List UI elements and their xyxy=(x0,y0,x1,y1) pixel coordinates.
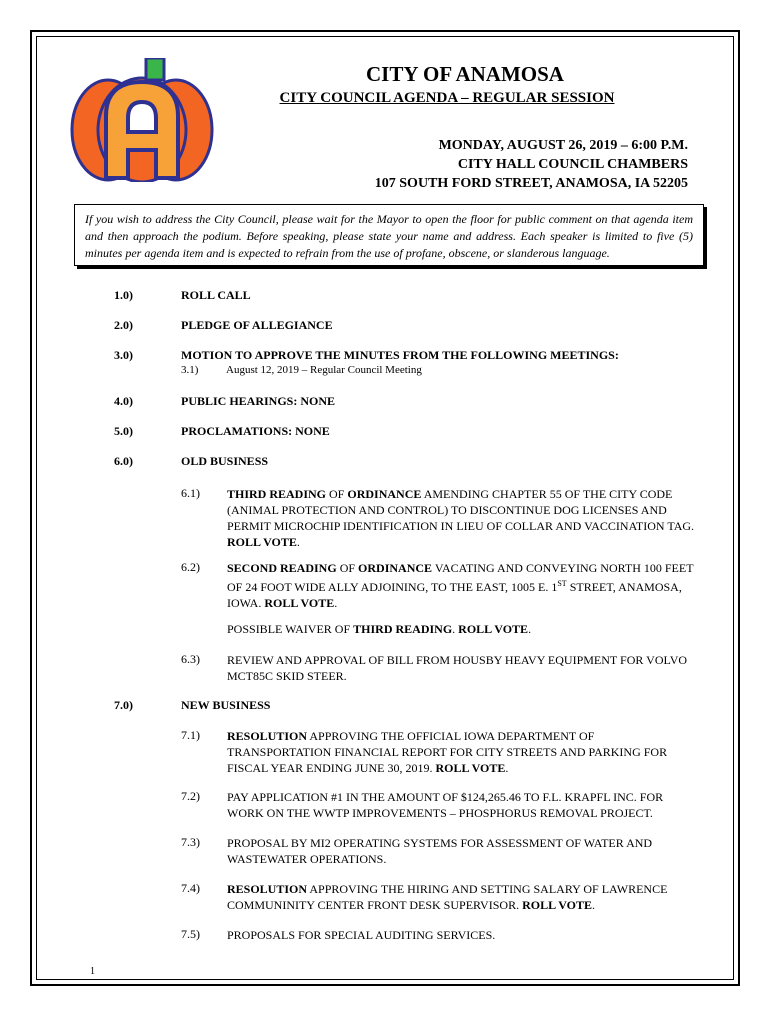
text: . xyxy=(452,622,459,636)
text: . xyxy=(296,535,300,549)
subitem-housby-bill: REVIEW AND APPROVAL OF BILL FROM HOUSBY HEAVY EQUIPMENT FOR VOLVO MCT85C SKID STEER. xyxy=(227,653,688,683)
subitem-number: 6.1) xyxy=(181,486,200,500)
subitem-number: 7.1) xyxy=(181,728,200,742)
item-approve-minutes: MOTION TO APPROVE THE MINUTES FROM THE FOLLOWING MEETINGS: xyxy=(181,348,619,362)
item-number: 6.0) xyxy=(114,454,133,468)
bold-text: ROLL VOTE xyxy=(264,596,335,610)
bold-text: RESOLUTION xyxy=(227,729,308,743)
bold-text: THIRD READING xyxy=(227,487,327,501)
text: OF xyxy=(326,487,348,501)
page-number: 1 xyxy=(90,966,95,977)
meeting-location: CITY HALL COUNCIL CHAMBERS xyxy=(457,157,688,172)
subitem-number: 7.3) xyxy=(181,835,200,849)
subitem-number: 3.1) xyxy=(181,364,199,376)
bold-text: ROLL VOTE xyxy=(458,622,529,636)
subitem-possible-waiver xyxy=(227,621,697,637)
text: . xyxy=(505,761,509,775)
item-proclamations: PROCLAMATIONS: NONE xyxy=(181,424,330,438)
agenda-title: CITY COUNCIL AGENDA – REGULAR SESSION xyxy=(279,90,615,106)
meeting-address: 107 SOUTH FORD STREET, ANAMOSA, IA 52205 xyxy=(374,176,688,191)
item-number: 3.0) xyxy=(114,348,133,362)
text: APPROVING THE HIRING AND SETTING SALARY OF LAWRENCE COMMUNINITY CENTER FRONT DESK SUPERVISOR. xyxy=(227,882,668,912)
pumpkin-logo-icon xyxy=(66,58,218,182)
text: . xyxy=(334,596,338,610)
bold-text: ORDINANCE xyxy=(358,561,433,575)
item-roll-call: ROLL CALL xyxy=(181,288,251,302)
item-old-business: OLD BUSINESS xyxy=(181,454,269,468)
item-number: 1.0) xyxy=(114,288,133,302)
subitem-auditing-proposals: PROPOSALS FOR SPECIAL AUDITING SERVICES. xyxy=(227,928,496,942)
bold-text: ROLL VOTE xyxy=(435,761,506,775)
meeting-info xyxy=(375,136,688,193)
item-number: 7.0) xyxy=(114,698,133,712)
subitem-number: 6.3) xyxy=(181,652,200,666)
subitem-mi2-proposal: PROPOSAL BY MI2 OPERATING SYSTEMS FOR ASSESSMENT OF WATER AND WASTEWATER OPERATIONS. xyxy=(227,836,653,866)
text: POSSIBLE WAIVER OF xyxy=(227,622,354,636)
text: VACATING AND CONVEYING NORTH 100 FEET OF 24 FOOT WIDE ALLY ADJOINING, TO THE EAST, 1005 E. 1 xyxy=(227,561,694,594)
item-pledge: PLEDGE OF ALLEGIANCE xyxy=(181,318,333,332)
subitem-number: 6.2) xyxy=(181,560,200,574)
bold-text: ORDINANCE xyxy=(347,487,422,501)
item-public-hearings: PUBLIC HEARINGS: NONE xyxy=(181,394,336,408)
bold-text: ROLL VOTE xyxy=(522,898,592,912)
subitem-ordinance-chapter-55 xyxy=(227,486,697,550)
text: APPROVING THE OFFICIAL IOWA DEPARTMENT OF TRANSPORTATION FINANCIAL REPORT FOR CITY STREETS AND PARKING FOR FISCAL YEAR ENDING JUNE 30, 2019. xyxy=(227,729,668,775)
subitem-iowa-dot-report xyxy=(227,728,697,776)
superscript: ST xyxy=(557,579,567,588)
subitem-pay-application: PAY APPLICATION #1 IN THE AMOUNT OF $124,265.46 TO F.L. KRAPFL INC. FOR WORK ON THE WWTP IMPROVEMENTS – PHOSPHORUS REMOVAL PROJECT. xyxy=(227,790,664,820)
item-new-business: NEW BUSINESS xyxy=(181,698,271,712)
item-number: 2.0) xyxy=(114,318,133,332)
subitem-number: 7.2) xyxy=(181,789,200,803)
subitem-minutes-date: August 12, 2019 – Regular Council Meeting xyxy=(226,364,422,376)
subitem-number: 7.4) xyxy=(181,881,200,895)
text: . xyxy=(591,898,595,912)
text: OF xyxy=(336,561,359,575)
public-comment-notice: If you wish to address the City Council, please wait for the Mayor to open the floor for public comment on that agenda item and then approach the podium. Before speaking, please state your name and address. Each speaker is limited to five (5) minutes per agenda item and is expected to refrain from the use of profane, obscene, or slanderous language. xyxy=(74,204,704,266)
bold-text: THIRD READING xyxy=(353,622,453,636)
text: . xyxy=(528,622,532,636)
text: STREET, ANAMOSA, IOWA. xyxy=(227,580,682,610)
meeting-date-time: MONDAY, AUGUST 26, 2019 – 6:00 P.M. xyxy=(438,138,688,153)
item-number: 4.0) xyxy=(114,394,133,408)
item-number: 5.0) xyxy=(114,424,133,438)
subitem-hiring-resolution xyxy=(227,881,697,913)
subitem-ordinance-vacating xyxy=(227,560,697,611)
subitem-number: 7.5) xyxy=(181,927,200,941)
bold-text: RESOLUTION xyxy=(227,882,308,896)
city-title: CITY OF ANAMOSA xyxy=(366,62,564,86)
bold-text: SECOND READING xyxy=(227,561,337,575)
bold-text: ROLL VOTE xyxy=(227,535,297,549)
text: AMENDING CHAPTER 55 OF THE CITY CODE (ANIMAL PROTECTION AND CONTROL) TO DISCONTINUE DOG LICENSES AND PERMIT MICROCHIP IDENTIFICATION IN LIEU OF COLLAR AND VACCINATION TAG. xyxy=(227,487,695,533)
